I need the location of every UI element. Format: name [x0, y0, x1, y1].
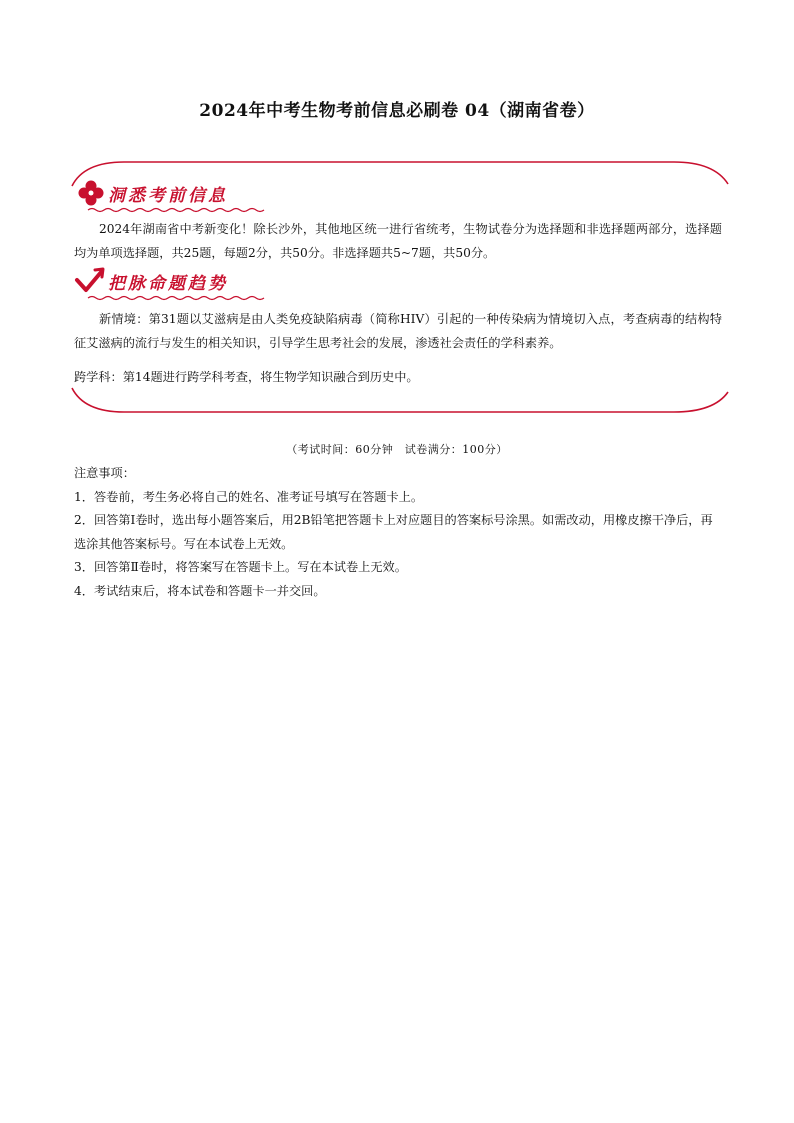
section2-title: 把脉命题趋势 [108, 273, 228, 294]
section1-title: 洞悉考前信息 [108, 185, 228, 206]
notes-item: 1．答卷前，考生务必将自己的姓名、准考证号填写在答题卡上。 [74, 489, 424, 504]
exam-meta: （考试时间：60分钟 试卷满分：100分） [286, 443, 508, 456]
notes-block [74, 462, 724, 603]
notes-heading: 注意事项： [74, 466, 135, 480]
page-title: 2024年中考生物考前信息必刷卷 04（湖南省卷） [199, 101, 595, 121]
notes-item: 4．考试结束后，将本试卷和答题卡一并交回。 [74, 583, 326, 598]
section1-heading [78, 180, 228, 206]
notes-item: 2．回答第Ⅰ卷时，选出每小题答案后，用2B铅笔把答题卡上对应题目的答案标号涂黑。如需改动，用橡皮擦干净后，再选涂其他答案标号。写在本试卷上无效。 [74, 513, 713, 551]
section2-line2: 跨学科：第14题进行跨学科考查，将生物学知识融合到历史中。 [74, 370, 419, 384]
section1-body: 2024年湖南省中考新变化！除长沙外，其他地区统一进行省统考，生物试卷分为选择题和非选择题两部分，选择题均为单项选择题，共25题，每题2分，共50分。非选择题共5~7题，共50分。 [74, 222, 722, 260]
check-arrow-icon [74, 266, 106, 296]
four-petal-flower-icon [78, 180, 104, 206]
notes-item: 3．回答第Ⅱ卷时，将答案写在答题卡上。写在本试卷上无效。 [74, 560, 407, 574]
section2-heading [74, 266, 228, 296]
section2-line1: 新情境：第31题以艾滋病是由人类免疫缺陷病毒（简称HIV）引起的一种传染病为情境切入点，考查病毒的结构特征艾滋病的流行与发生的相关知识，引导学生思考社会的发展，渗透社会责任的学科素养。 [74, 312, 722, 350]
